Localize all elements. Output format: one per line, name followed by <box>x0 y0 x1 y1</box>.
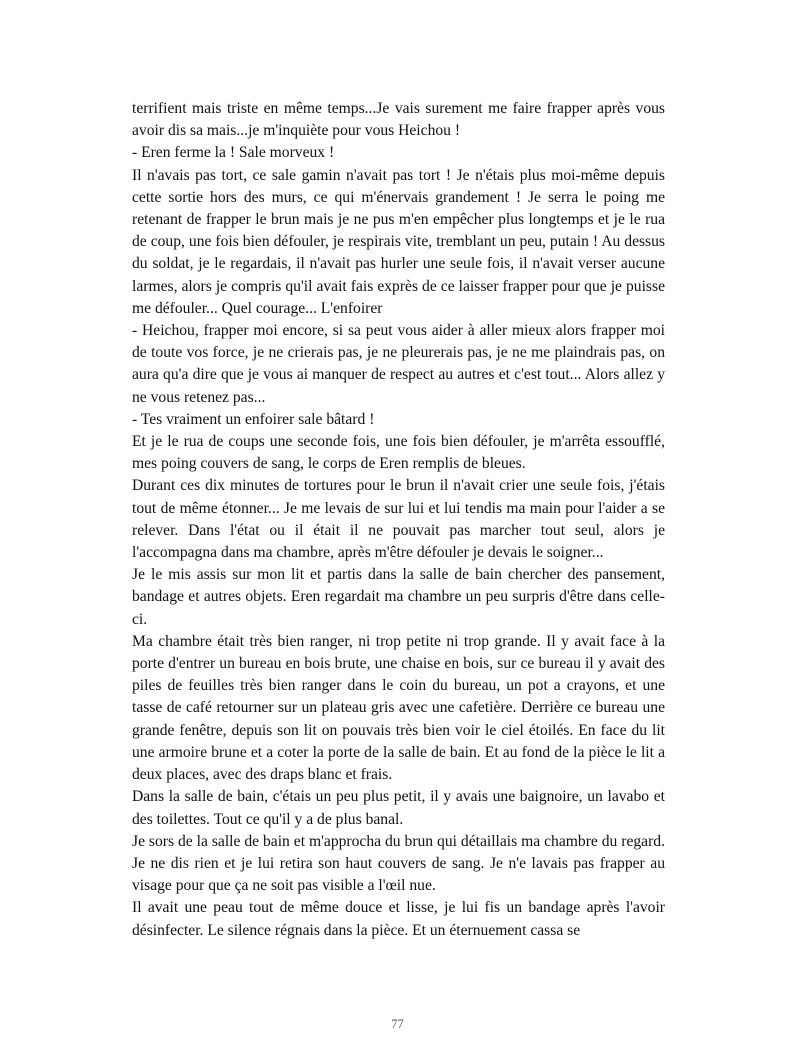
paragraph: - Eren ferme la ! Sale morveux ! <box>132 144 335 162</box>
paragraph: terrifient mais triste en même temps...Je vais surement me faire frapper après vous avoir dis sa mais...je m'inquiète pour vous Heichou ! <box>132 100 665 140</box>
page-number: 77 <box>391 1017 404 1031</box>
paragraph: Dans la salle de bain, c'étais un peu plus petit, il y avais une baignoire, un lavabo et des toilettes. Tout ce qu'il y a de plus banal. <box>132 788 665 828</box>
paragraph: Et je le rua de coups une seconde fois, une fois bien défouler, je m'arrêta essoufflé, mes poing couvers de sang, le corps de Eren remplis de bleues. <box>132 433 665 473</box>
paragraph: Ma chambre était très bien ranger, ni trop petite ni trop grande. Il y avait face à la porte d'entrer un bureau en bois brute, une chaise en bois, sur ce bureau il y avait des piles de feuilles très bien ranger dans le coin du bureau, un pot a crayons, et une tasse de café retourner sur un plateau gris avec une cafetière. Derrière ce bureau une grande fenêtre, depuis son lit on pouvais très bien voir le ciel étoilés. En face du lit une armoire brune et a coter la porte de la salle de bain. Et au fond de la pièce le lit a deux places, avec des draps blanc et frais. <box>132 632 665 784</box>
paragraph: - Tes vraiment un enfoirer sale bâtard ! <box>132 410 375 428</box>
paragraph: Je sors de la salle de bain et m'approcha du brun qui détaillais ma chambre du regard. Je ne dis rien et je lui retira son haut couvers de sang. Je n'e lavais pas frapper au visage pour que ça ne soit pas visible a l'œil nue. <box>132 832 665 895</box>
paragraph: Il avait une peau tout de même douce et lisse, je lui fis un bandage après l'avoir désinfecter. Le silence régnais dans la pièce. Et un éternuement cassa se <box>132 899 665 939</box>
paragraph: Durant ces dix minutes de tortures pour le brun il n'avait crier une seule fois, j'étais tout de même étonner... Je me levais de sur lui et lui tendis ma main pour l'aider a se relever. Dans l'état ou il était il ne pouvait pas marcher tout seul, alors je l'accompagna dans ma chambre, après m'être défouler je devais le soigner... <box>132 477 665 562</box>
paragraph: Il n'avais pas tort, ce sale gamin n'avait pas tort ! Je n'étais plus moi-même depuis cette sortie hors des murs, ce qui m'énervais grandement ! Je serra le poing me retenant de frapper le brun mais je ne pus m'en empêcher plus longtemps et je le rua de coup, une fois bien défouler, je respirais vite, tremblant un peu, putain ! Au dessus du soldat, je le regardais, il n'avait pas hurler une seule fois, il n'avait verser aucune larmes, alors je compris qu'il avait fais exprès de ce laisser frapper pour que je puisse me défouler... Quel courage... L'enfoirer <box>132 166 665 317</box>
paragraph: Je le mis assis sur mon lit et partis dans la salle de bain chercher des pansement, bandage et autres objets. Eren regardait ma chambre un peu surpris d'être dans celle-ci. <box>132 566 665 628</box>
text-body <box>132 98 665 942</box>
paragraph: - Heichou, frapper moi encore, si sa peut vous aider à aller mieux alors frapper moi de toute vos force, je ne crierais pas, je ne pleurerais pas, je ne me plaindrais pas, on aura qu'a dire que je vous ai manquer de respect au autres et c'est tout... Alors allez y ne vous retenez pas... <box>132 322 665 406</box>
